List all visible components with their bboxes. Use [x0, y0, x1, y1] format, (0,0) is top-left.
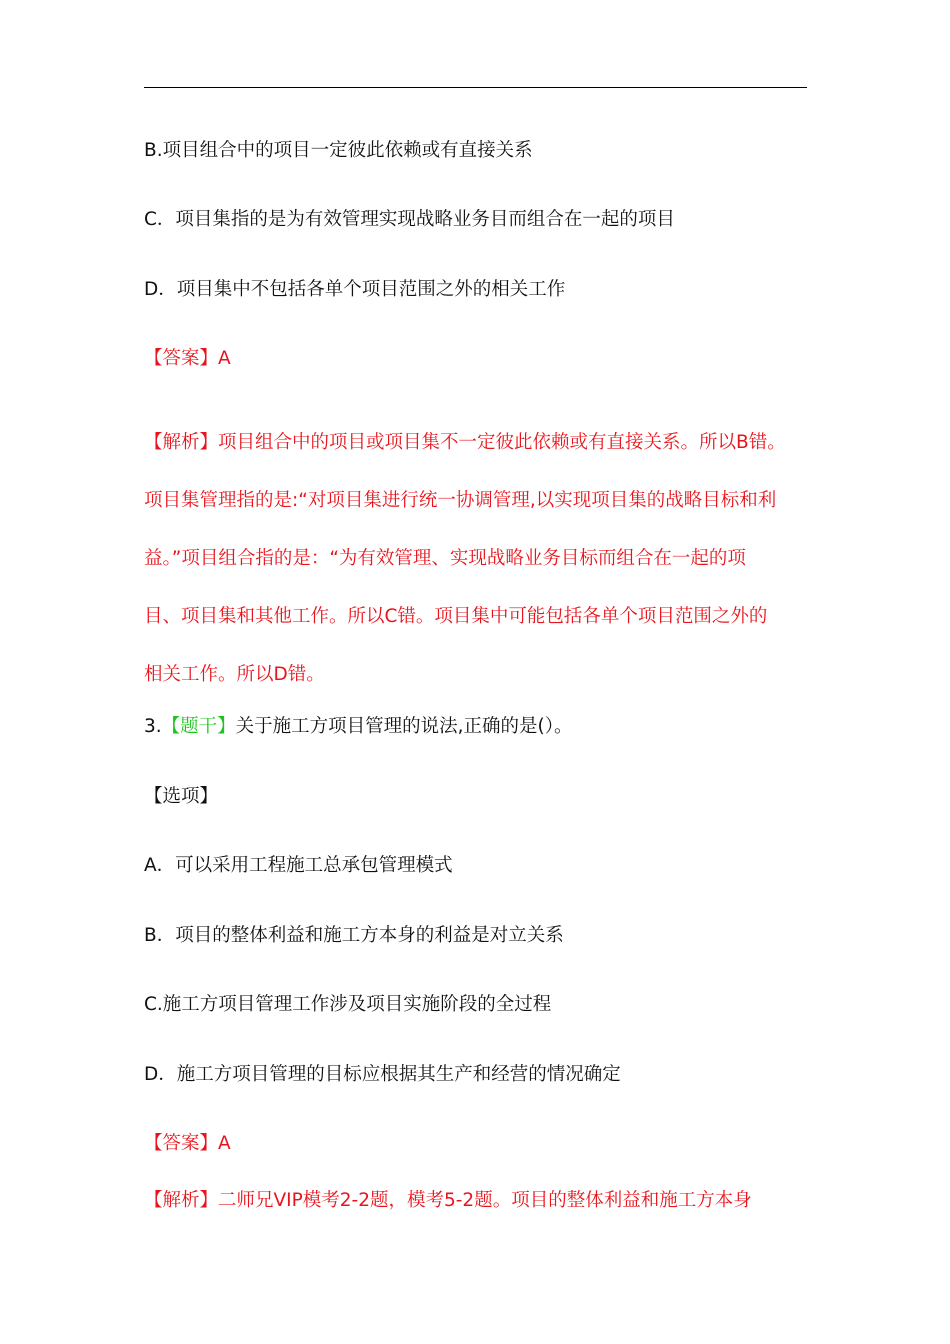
- q2-explanation: [144, 414, 814, 704]
- q2-option-b: B.项目组合中的项目一定彼此依赖或有直接关系: [144, 140, 533, 161]
- header-rule: [144, 87, 807, 88]
- q2-explanation-line: 【解析】项目组合中的项目或项目集不一定彼此依赖或有直接关系。所以B错。: [144, 432, 786, 453]
- q3-stem-text: 关于施工方项目管理的说法,正确的是(）。: [235, 716, 573, 737]
- q3-stem-tag: 【题干】: [161, 716, 236, 737]
- q3-stem: [144, 715, 573, 739]
- q3-option-c: C.施工方项目管理工作涉及项目实施阶段的全过程: [144, 994, 552, 1015]
- q3-option-a: A．可以采用工程施工总承包管理模式: [144, 855, 453, 876]
- q3-option-d: D．施工方项目管理的目标应根据其生产和经营的情况确定: [144, 1064, 621, 1085]
- q2-explanation-line: 相关工作。所以D错。: [144, 664, 325, 685]
- q2-explanation-line: 益。”项目组合指的是：“为有效管理、实现战略业务目标而组合在一起的项: [144, 548, 746, 569]
- q3-answer: 【答案】A: [144, 1133, 231, 1154]
- q2-option-c: C．项目集指的是为有效管理实现战略业务目而组合在一起的项目: [144, 209, 675, 230]
- q2-option-d: D．项目集中不包括各单个项目范围之外的相关工作: [144, 279, 566, 300]
- q2-answer: 【答案】A: [144, 348, 231, 369]
- q2-explanation-line: 目、项目集和其他工作。所以C错。项目集中可能包括各单个项目范围之外的: [144, 606, 768, 627]
- q2-explanation-line: 项目集管理指的是:“对项目集进行统一协调管理,以实现项目集的战略目标和利: [144, 490, 777, 511]
- q3-explanation: 【解析】二师兄VIP模考2-2题，模考5-2题。项目的整体利益和施工方本身: [144, 1190, 752, 1211]
- q3-option-b: B．项目的整体利益和施工方本身的利益是对立关系: [144, 925, 564, 946]
- q3-options-heading: 【选项】: [144, 786, 219, 807]
- q3-number: 3.: [144, 716, 162, 737]
